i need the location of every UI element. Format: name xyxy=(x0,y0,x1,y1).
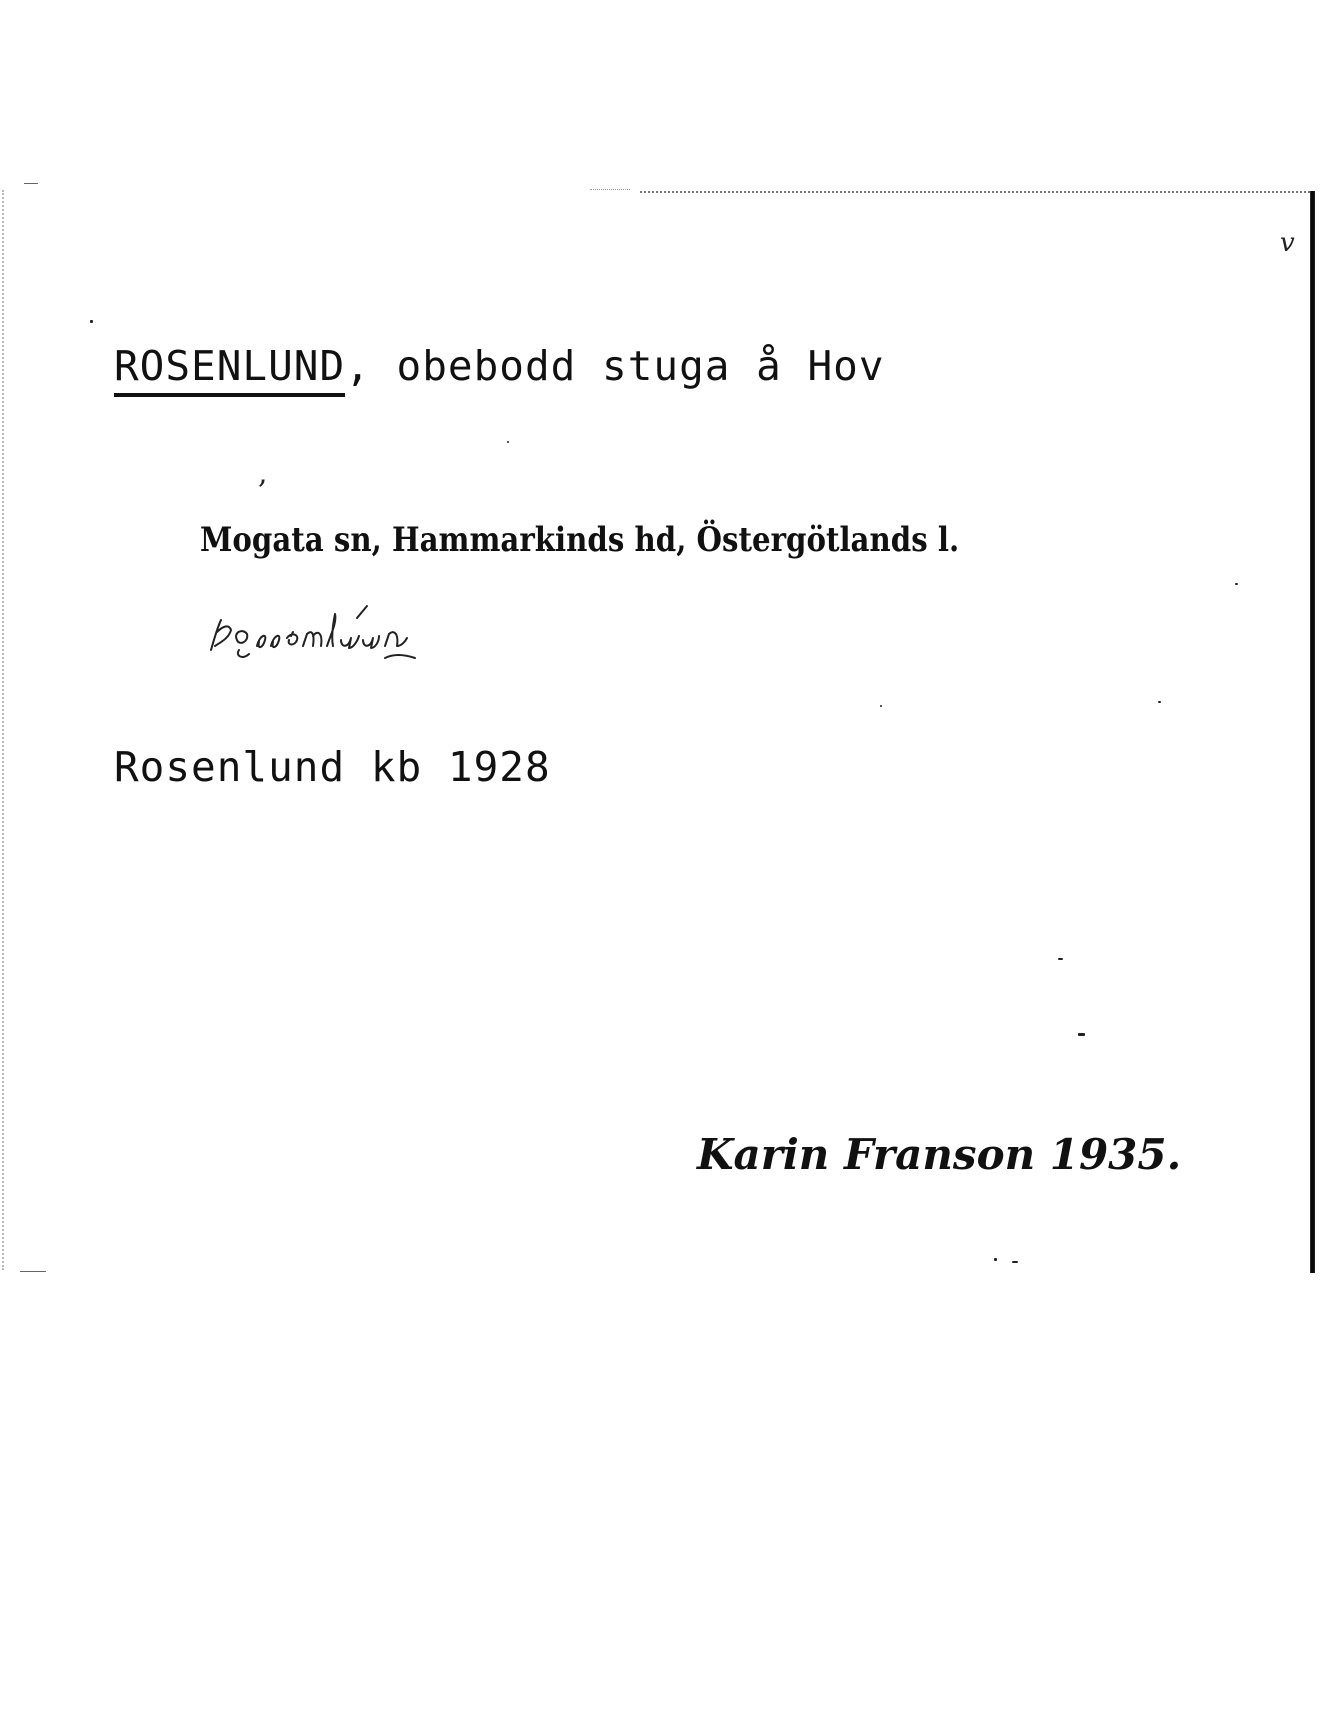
speck xyxy=(1012,1261,1018,1263)
card-top-edge xyxy=(640,191,1310,193)
stray-mark: , xyxy=(258,456,268,491)
speck xyxy=(994,1258,997,1261)
speck xyxy=(1158,701,1161,703)
speck xyxy=(1235,583,1238,585)
corner-mark-top-left xyxy=(24,183,38,184)
place-heading xyxy=(114,342,885,390)
speck xyxy=(90,320,93,323)
corner-mark-bottom-left xyxy=(20,1271,46,1272)
place-name: ROSENLUND xyxy=(114,342,345,397)
speck xyxy=(1058,958,1063,960)
speck xyxy=(880,705,882,707)
parish-location: Mogata sn, Hammarkinds hd, Östergötlands l. xyxy=(200,520,960,560)
handwritten-pronunciation xyxy=(207,602,459,672)
speck xyxy=(1078,1033,1085,1036)
speck xyxy=(507,441,509,443)
recorder-signature: Karin Franson 1935. xyxy=(697,1130,1182,1179)
record-entry: Rosenlund kb 1928 xyxy=(114,743,551,791)
card-top-edge-left xyxy=(590,189,630,190)
card-left-edge xyxy=(2,190,8,1270)
check-mark: v xyxy=(1280,228,1295,258)
place-description: , obebodd stuga å Hov xyxy=(345,342,885,390)
card-right-edge xyxy=(1310,191,1315,1273)
